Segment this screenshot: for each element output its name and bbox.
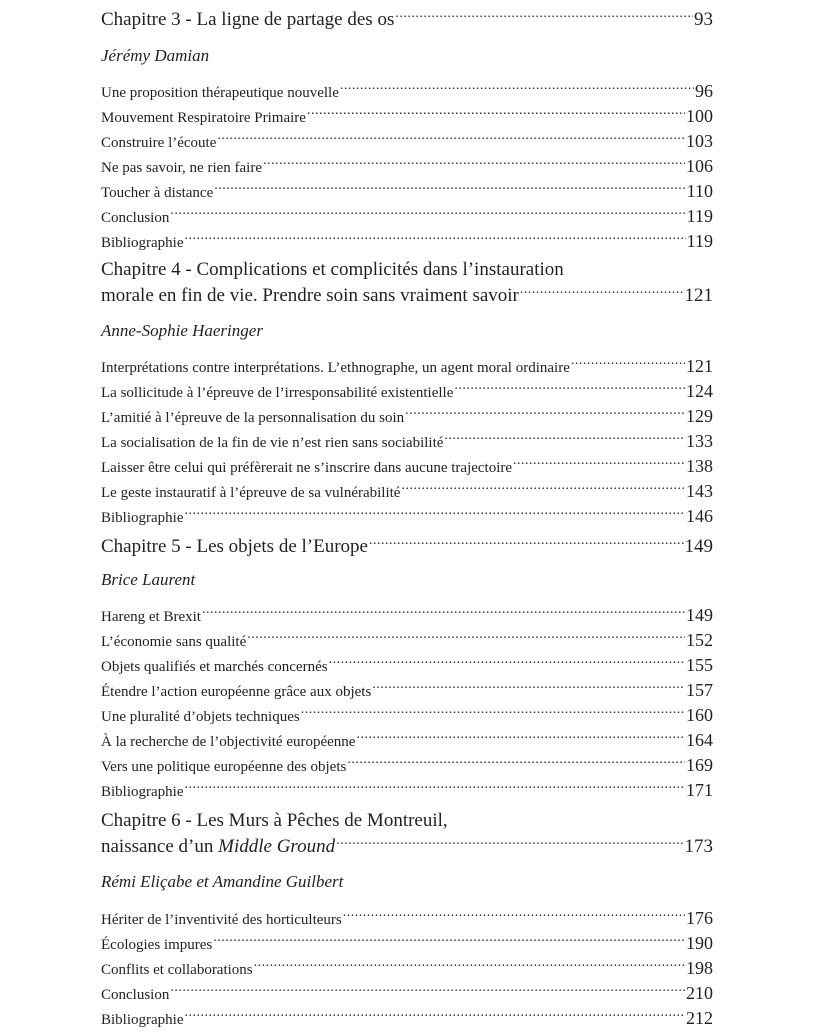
entry-title: Une proposition thérapeutique nouvelle xyxy=(101,85,339,101)
chapter-title-text xyxy=(101,834,335,859)
chapter-title xyxy=(101,6,713,32)
entry-title: Une pluralité d’objets techniques xyxy=(101,709,300,725)
dot-leader xyxy=(217,132,685,147)
entry-title: Étendre l’action européenne grâce aux objets xyxy=(101,684,372,700)
toc-entry xyxy=(101,728,713,753)
entry-page-number: 103 xyxy=(686,131,713,151)
chapter-title xyxy=(101,533,713,559)
toc-entry xyxy=(101,778,713,803)
dot-leader xyxy=(571,357,685,372)
chapter-title-line-2: naissance d’un xyxy=(101,836,219,857)
dot-leader xyxy=(356,731,685,746)
section-list xyxy=(101,906,713,1031)
chapter-title xyxy=(101,808,713,859)
dot-leader xyxy=(336,833,683,852)
entry-page-number: 138 xyxy=(686,456,713,476)
chapter-page-number: 173 xyxy=(684,836,713,857)
entry-page-number: 160 xyxy=(686,705,713,725)
dot-leader xyxy=(202,606,685,621)
entry-title: Bibliographie xyxy=(101,235,184,251)
chapter-author: Anne-Sophie Haeringer xyxy=(101,321,263,340)
dot-leader xyxy=(185,232,686,247)
entry-title: Toucher à distance xyxy=(101,185,214,201)
dot-leader xyxy=(185,1009,686,1024)
entry-title: Bibliographie xyxy=(101,784,184,800)
entry-page-number: 155 xyxy=(686,655,713,675)
entry-page-number: 119 xyxy=(686,206,713,226)
chapter-title-line-1: Chapitre 4 - Complications et complicités dans l’instauration xyxy=(101,259,564,280)
section-list xyxy=(101,354,713,529)
dot-leader xyxy=(405,407,685,422)
chapter-3 xyxy=(101,6,713,254)
chapter-title-text: Chapitre 5 - Les objets de l’Europe xyxy=(101,536,368,557)
entry-title: L’amitié à l’épreuve de la personnalisation du soin xyxy=(101,410,405,426)
entry-title: Bibliographie xyxy=(101,510,184,526)
entry-title: Écologies impures xyxy=(101,937,213,953)
entry-page-number: 143 xyxy=(686,481,713,501)
entry-title: Vers une politique européenne des objets xyxy=(101,759,347,775)
toc-entry xyxy=(101,479,713,504)
entry-title: Ne pas savoir, ne rien faire xyxy=(101,160,262,176)
entry-title: Conclusion xyxy=(101,987,170,1003)
toc-entry xyxy=(101,628,713,653)
toc-entry xyxy=(101,931,713,956)
chapter-page-number: 121 xyxy=(684,285,713,306)
entry-page-number: 119 xyxy=(686,231,713,251)
chapter-title-line-1: Chapitre 6 - Les Murs à Pêches de Montreuil, xyxy=(101,810,448,831)
toc-entry xyxy=(101,379,713,404)
entry-title: Hareng et Brexit xyxy=(101,609,201,625)
entry-page-number: 149 xyxy=(686,605,713,625)
toc-entry xyxy=(101,404,713,429)
entry-page-number: 176 xyxy=(686,908,713,928)
dot-leader xyxy=(214,182,685,197)
dot-leader xyxy=(454,382,685,397)
entry-title: À la recherche de l’objectivité européenne xyxy=(101,734,356,750)
entry-page-number: 198 xyxy=(686,958,713,978)
entry-title: Hériter de l’inventivité des horticulteurs xyxy=(101,912,342,928)
toc-entry xyxy=(101,154,713,179)
dot-leader xyxy=(340,82,694,97)
entry-page-number: 212 xyxy=(686,1008,713,1028)
entry-page-number: 157 xyxy=(686,680,713,700)
entry-page-number: 124 xyxy=(686,381,713,401)
dot-leader xyxy=(254,959,685,974)
entry-page-number: 100 xyxy=(686,106,713,126)
entry-page-number: 110 xyxy=(686,181,713,201)
entry-title: Objets qualifiés et marchés concernés xyxy=(101,659,328,675)
toc-entry xyxy=(101,79,713,104)
chapter-5 xyxy=(101,533,713,803)
toc-entry xyxy=(101,429,713,454)
entry-title: Laisser être celui qui préfèrerait ne s’inscrire dans aucune trajectoire xyxy=(101,460,513,476)
entry-page-number: 106 xyxy=(686,156,713,176)
entry-page-number: 152 xyxy=(686,630,713,650)
toc-entry xyxy=(101,753,713,778)
entry-title: Conflits et collaborations xyxy=(101,962,253,978)
entry-page-number: 210 xyxy=(686,983,713,1003)
chapter-author: Jérémy Damian xyxy=(101,46,210,65)
dot-leader xyxy=(395,6,693,25)
entry-title: Mouvement Respiratoire Primaire xyxy=(101,110,306,126)
toc-entry xyxy=(101,454,713,479)
toc-entry xyxy=(101,129,713,154)
toc-entry xyxy=(101,653,713,678)
toc-entry xyxy=(101,956,713,981)
dot-leader xyxy=(263,157,685,172)
dot-leader xyxy=(170,984,685,999)
toc-entry xyxy=(101,703,713,728)
toc-entry xyxy=(101,678,713,703)
toc-entry xyxy=(101,229,713,254)
dot-leader xyxy=(213,934,685,949)
toc-entry xyxy=(101,204,713,229)
entry-title: La socialisation de la fin de vie n’est rien sans sociabilité xyxy=(101,435,444,451)
entry-page-number: 146 xyxy=(686,506,713,526)
dot-leader xyxy=(520,282,684,301)
dot-leader xyxy=(247,631,685,646)
entry-title: Interprétations contre interprétations. L’ethnographe, un agent moral ordinaire xyxy=(101,360,570,376)
chapter-title xyxy=(101,257,713,308)
dot-leader xyxy=(369,533,684,552)
entry-title: Bibliographie xyxy=(101,1012,184,1028)
section-list xyxy=(101,79,713,254)
toc-entry xyxy=(101,981,713,1006)
dot-leader xyxy=(185,507,686,522)
entry-page-number: 169 xyxy=(686,755,713,775)
chapter-page-number: 149 xyxy=(684,536,713,557)
dot-leader xyxy=(170,207,685,222)
toc-entry xyxy=(101,603,713,628)
dot-leader xyxy=(513,457,685,472)
chapter-title-text: morale en fin de vie. Prendre soin sans vraiment savoir xyxy=(101,285,519,306)
toc-entry xyxy=(101,1006,713,1031)
entry-page-number: 96 xyxy=(695,81,713,101)
entry-page-number: 133 xyxy=(686,431,713,451)
toc-entry xyxy=(101,104,713,129)
dot-leader xyxy=(329,656,685,671)
entry-title: L’économie sans qualité xyxy=(101,634,247,650)
dot-leader xyxy=(343,909,685,924)
section-list xyxy=(101,603,713,803)
dot-leader xyxy=(185,781,686,796)
chapter-title-italic: Middle Ground xyxy=(218,836,336,857)
entry-page-number: 190 xyxy=(686,933,713,953)
entry-page-number: 171 xyxy=(686,780,713,800)
toc-entry xyxy=(101,906,713,931)
entry-title: Conclusion xyxy=(101,210,170,226)
entry-title: Construire l’écoute xyxy=(101,135,217,151)
entry-page-number: 121 xyxy=(686,356,713,376)
toc-entry xyxy=(101,354,713,379)
dot-leader xyxy=(444,432,685,447)
chapter-title-text: Chapitre 3 - La ligne de partage des os xyxy=(101,9,395,30)
entry-page-number: 164 xyxy=(686,730,713,750)
entry-title: La sollicitude à l’épreuve de l’irresponsabilité existentielle xyxy=(101,385,454,401)
dot-leader xyxy=(401,482,685,497)
dot-leader xyxy=(347,756,685,771)
entry-page-number: 129 xyxy=(686,406,713,426)
chapter-6 xyxy=(101,808,713,1031)
dot-leader xyxy=(301,706,685,721)
entry-title: Le geste instauratif à l’épreuve de sa vulnérabilité xyxy=(101,485,401,501)
chapter-page-number: 93 xyxy=(694,9,713,30)
dot-leader xyxy=(307,107,685,122)
toc-entry xyxy=(101,504,713,529)
chapter-4 xyxy=(101,257,713,529)
chapter-author: Rémi Eliçabe et Amandine Guilbert xyxy=(101,872,344,891)
toc-entry xyxy=(101,179,713,204)
dot-leader xyxy=(372,681,685,696)
chapter-author: Brice Laurent xyxy=(101,570,196,589)
